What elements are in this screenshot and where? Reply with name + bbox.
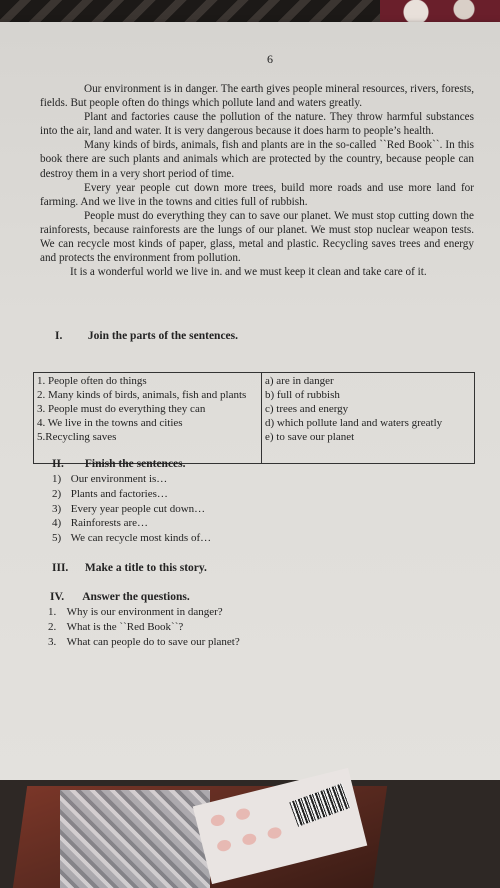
sentence-end: e) to save our planet [265,431,355,443]
exercise-4-number: IV. [50,591,65,603]
sentence-start: 3. People must do everything they can [37,403,206,415]
matching-left-column [34,373,262,464]
list-item: 3) Every year people cut down… [52,502,206,515]
exercise-1-number: I. [55,330,63,342]
exercise-3-heading [52,562,207,574]
exercise-2-number: II. [52,458,64,470]
list-item: 4) Rainforests are… [52,517,149,530]
pill-icon [216,839,232,853]
sentence-start: 5.Recycling saves [37,431,117,443]
worksheet-page [0,22,500,780]
pill-icon [235,807,251,821]
list-item: 2. What is the ``Red Book``? [48,620,184,633]
list-item: 3. What can people do to save our planet? [48,635,240,648]
pill-icon [241,832,257,846]
story-paragraph: Plant and factories cause the pollution of the nature. They throw harmful substances into the air, land and water. It is very dangerous because it does harm to people’s health. [40,111,474,138]
exercise-3-number: III. [52,562,69,574]
story-text [40,82,474,279]
sentence-end: d) which pollute land and waters greatly [265,417,443,429]
exercise-1-heading [55,330,238,342]
list-item: 2) Plants and factories… [52,487,168,500]
exercise-4-heading [50,591,190,603]
sentence-end: a) are in danger [265,375,334,387]
finish-sentences-list [52,472,211,546]
story-paragraph: It is a wonderful world we live in. and we must keep it clean and take care of it. [70,266,427,279]
list-item: 1) Our environment is… [52,473,168,485]
sentence-start: 2. Many kinds of birds, animals, fish and plants [37,389,247,401]
exercise-2-heading [52,458,186,470]
story-paragraph: Every year people cut down more trees, build more roads and use more land for farming. And we live in the towns and cities full of rubbish. [40,181,474,208]
page-number: 6 [267,52,273,66]
holographic-foil [60,790,210,888]
questions-list [48,605,240,649]
exercise-1-title: Join the parts of the sentences. [87,330,238,342]
matching-table [33,372,475,464]
story-paragraph: Many kinds of birds, animals, fish and plants are in the so-called ``Red Book``. In this book there are such plants and animals which are protected by the country, because people can destroy them in a very short period of time. [40,139,474,180]
story-paragraph: Our environment is in danger. The earth gives people mineral resources, rivers, forests, fields. But people often do things which pollute land and waters greatly. [40,83,474,110]
sentence-end: b) full of rubbish [265,389,340,401]
pill-icon [266,826,282,840]
list-item: 1. Why is our environment in danger? [48,606,223,618]
exercise-4-title: Answer the questions. [82,591,190,603]
matching-right-column [262,373,475,464]
pill-icon [210,813,226,827]
list-item: 5) We can recycle most kinds of… [52,532,212,545]
sentence-start: 4. We live in the towns and cities [37,417,183,429]
story-paragraph: People must do everything they can to save our planet. We must stop cutting down the rainforests, because rainforests are the lungs of our planet. We must stop nuclear weapon tests. We can recycle most kinds of paper, glass, metal and plastic. Recycling saves trees and energy and protects the environment from pollution. [40,209,474,265]
sentence-start: 1. People often do things [37,375,147,387]
exercise-3-title: Make a title to this story. [84,562,207,574]
sentence-end: c) trees and energy [265,403,349,415]
exercise-2-title: Finish the sentences. [84,458,186,470]
